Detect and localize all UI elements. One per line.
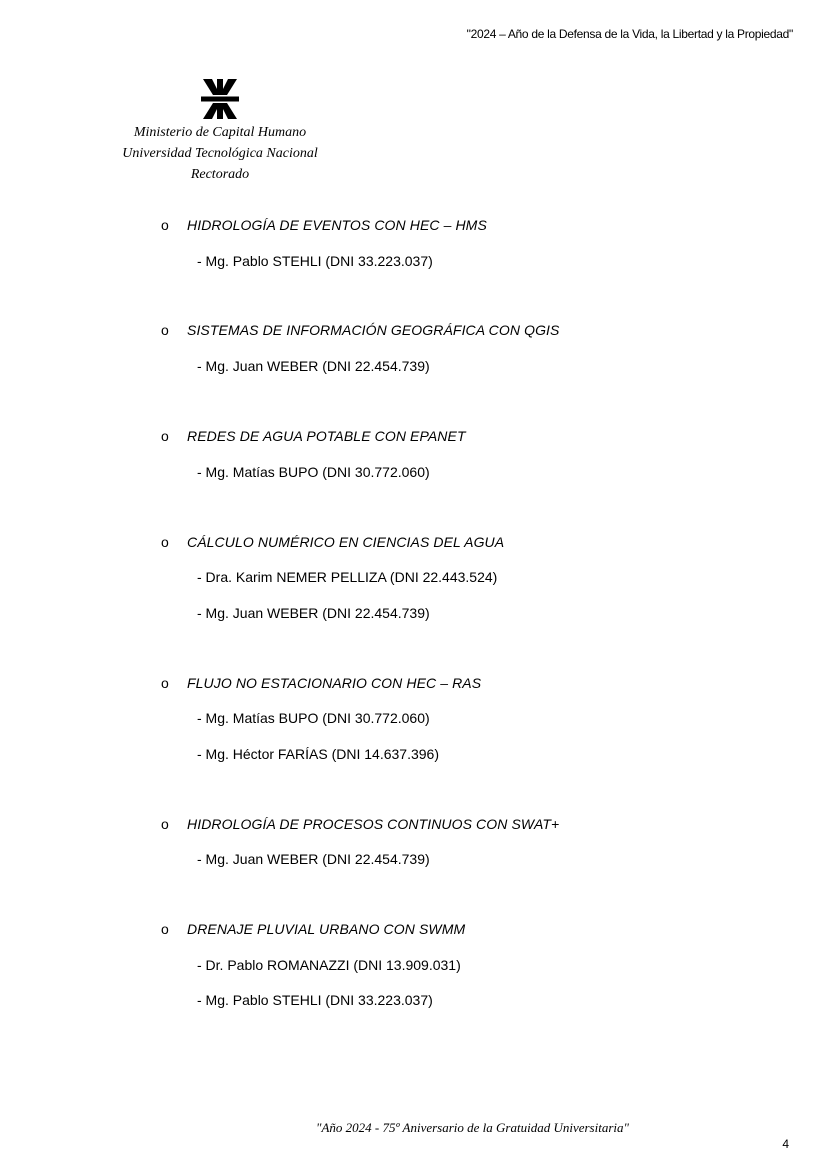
instructor-entry: - Mg. Matías BUPO (DNI 30.772.060) bbox=[197, 710, 430, 726]
bullet: o bbox=[161, 217, 169, 233]
instructor-entry: - Mg. Juan WEBER (DNI 22.454.739) bbox=[197, 605, 430, 621]
page-number: 4 bbox=[782, 1137, 789, 1151]
bullet: o bbox=[161, 675, 169, 691]
institution-university: Universidad Tecnológica Nacional bbox=[122, 146, 318, 161]
instructor-entry: - Mg. Pablo STEHLI (DNI 33.223.037) bbox=[197, 992, 433, 1008]
footer-motto: "Año 2024 - 75º Aniversario de la Gratuidad Universitaria" bbox=[316, 1120, 629, 1135]
header-motto: "2024 – Año de la Defensa de la Vida, la Libertad y la Propiedad" bbox=[466, 27, 793, 41]
instructor-entry: - Dr. Pablo ROMANAZZI (DNI 13.909.031) bbox=[197, 957, 461, 973]
bullet: o bbox=[161, 534, 169, 550]
bullet: o bbox=[161, 428, 169, 444]
course-title: HIDROLOGÍA DE PROCESOS CONTINUOS CON SWAT+ bbox=[187, 816, 560, 832]
bullet: o bbox=[161, 322, 169, 338]
instructor-entry: - Mg. Juan WEBER (DNI 22.454.739) bbox=[197, 358, 430, 374]
institution-ministry: Ministerio de Capital Humano bbox=[133, 125, 307, 140]
instructor-entry: - Mg. Pablo STEHLI (DNI 33.223.037) bbox=[197, 253, 433, 269]
course-title: FLUJO NO ESTACIONARIO CON HEC – RAS bbox=[187, 675, 482, 691]
course-title: HIDROLOGÍA DE EVENTOS CON HEC – HMS bbox=[187, 217, 487, 233]
bullet: o bbox=[161, 921, 169, 937]
course-title: DRENAJE PLUVIAL URBANO CON SWMM bbox=[187, 921, 466, 937]
instructor-entry: - Dra. Karim NEMER PELLIZA (DNI 22.443.524) bbox=[197, 569, 498, 585]
course-title: SISTEMAS DE INFORMACIÓN GEOGRÁFICA CON QGIS bbox=[187, 322, 560, 338]
course-title: CÁLCULO NUMÉRICO EN CIENCIAS DEL AGUA bbox=[187, 534, 505, 550]
bullet: o bbox=[161, 816, 169, 832]
institution-office: Rectorado bbox=[190, 167, 250, 182]
instructor-entry: - Mg. Matías BUPO (DNI 30.772.060) bbox=[197, 464, 430, 480]
course-title: REDES DE AGUA POTABLE CON EPANET bbox=[187, 428, 466, 444]
instructor-entry: - Mg. Héctor FARÍAS (DNI 14.637.396) bbox=[197, 746, 439, 762]
instructor-entry: - Mg. Juan WEBER (DNI 22.454.739) bbox=[197, 851, 430, 867]
